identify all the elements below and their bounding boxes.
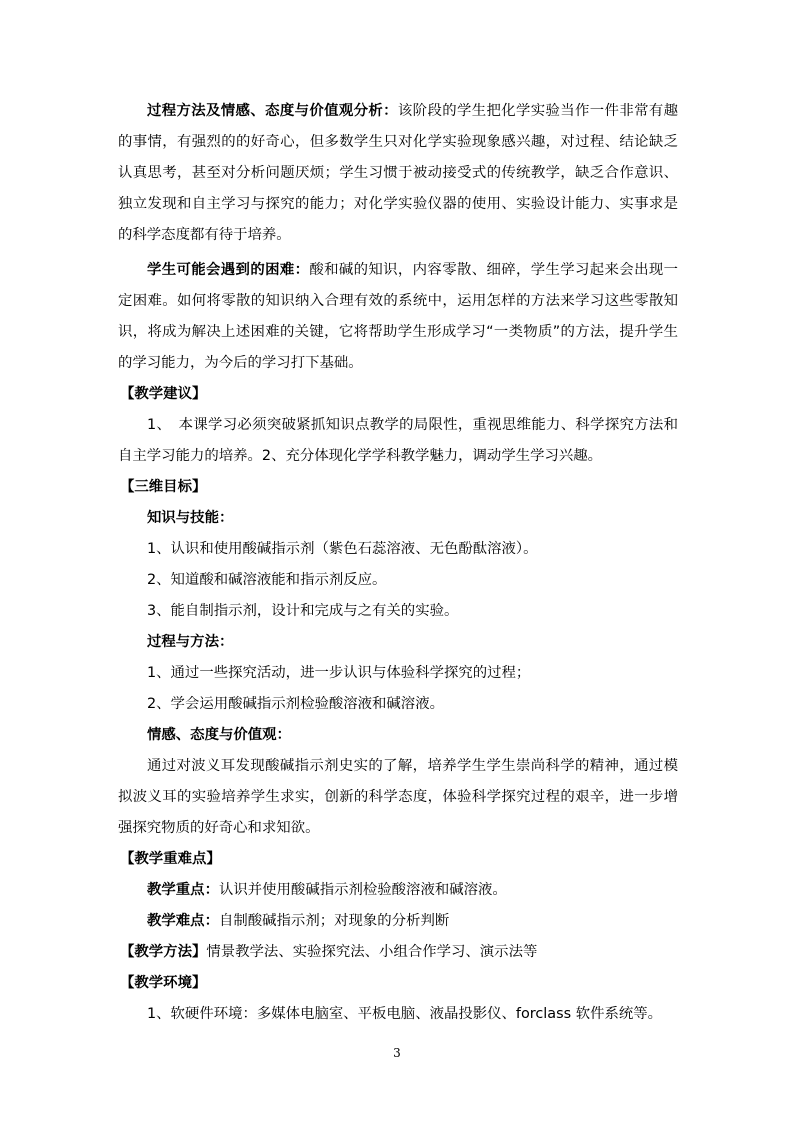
- page-number: 3: [393, 1046, 401, 1060]
- methods-heading: 【教学方法】: [120, 944, 207, 960]
- page-content: [118, 96, 678, 1030]
- knowledge-item: 2、知道酸和碱溶液能和指示剂反应。: [147, 572, 387, 588]
- knowledge-title: 知识与技能：: [147, 510, 234, 526]
- knowledge-item: 1、认识和使用酸碱指示剂（紫色石蕊溶液、无色酚酞溶液）。: [147, 541, 538, 557]
- process-method-title: 过程与方法：: [147, 634, 234, 650]
- focus-label: 教学重点：: [147, 882, 219, 898]
- process-analysis-paragraph: [118, 96, 678, 251]
- difficulty-text: 酸和碱的知识，内容零散、细碎，学生学习起来会出现一定困难。如何将零散的知识纳入合理有效的系统中，运用怎样的方法来学习这些零散知识，将成为解决上述困难的关键，它将帮助学生形成学习“一类物质”的方法，提升学生的学习能力，为今后的学习打下基础。: [118, 262, 678, 371]
- key-points-heading: 【教学重难点】: [120, 851, 221, 867]
- goals-heading: 【三维目标】: [120, 479, 207, 495]
- environment-item: 1、软硬件环境：多媒体电脑室、平板电脑、液晶投影仪、forclass 软件系统等。: [147, 1006, 663, 1022]
- difficulty-point-text: 自制酸碱指示剂；对现象的分析判断: [218, 913, 450, 929]
- knowledge-item: 3、能自制指示剂，设计和完成与之有关的实验。: [147, 603, 459, 619]
- difficulty-line: [118, 906, 678, 937]
- methods-line: [118, 937, 678, 968]
- focus-text: 认识并使用酸碱指示剂检验酸溶液和碱溶液。: [218, 882, 507, 898]
- difficulty-label: 教学难点：: [147, 913, 219, 929]
- difficulty-paragraph: [118, 255, 678, 379]
- suggestions-heading: 【教学建议】: [120, 386, 207, 402]
- methods-text: 情景教学法、实验探究法、小组合作学习、演示法等: [206, 944, 538, 960]
- process-method-item: 1、通过一些探究活动，进一步认识与体验科学探究的过程；: [147, 665, 531, 681]
- process-analysis-title: 过程方法及情感、态度与价值观分析：: [147, 103, 398, 119]
- process-method-item: 2、学会运用酸碱指示剂检验酸溶液和碱溶液。: [147, 696, 444, 712]
- process-analysis-text: 该阶段的学生把化学实验当作一件非常有趣的事情，有强烈的的好奇心，但多数学生只对化学实验现象感兴趣，对过程、结论缺乏认真思考，甚至对分析问题厌烦；学生习惯于被动接受式的传统教学，缺乏合作意识、独立发现和自主学习与探究的能力；对化学实验仪器的使用、实验设计能力、实事求是的科学态度都有待于培养。: [118, 103, 678, 243]
- focus-line: [118, 875, 678, 906]
- emotion-text: 通过对波义耳发现酸碱指示剂史实的了解，培养学生学生崇尚科学的精神，通过模拟波义耳的实验培养学生求实，创新的科学态度，体验科学探究过程的艰辛，进一步增强探究物质的好奇心和求知欲。: [118, 758, 678, 836]
- emotion-title: 情感、态度与价值观：: [147, 727, 291, 743]
- difficulty-title: 学生可能会遇到的困难：: [147, 262, 310, 278]
- environment-heading: 【教学环境】: [120, 975, 207, 991]
- suggestions-text: 1、 本课学习必须突破紧抓知识点教学的局限性，重视思维能力、科学探究方法和自主学习能力的培养。2、充分体现化学学科教学魅力，调动学生学习兴趣。: [118, 417, 678, 464]
